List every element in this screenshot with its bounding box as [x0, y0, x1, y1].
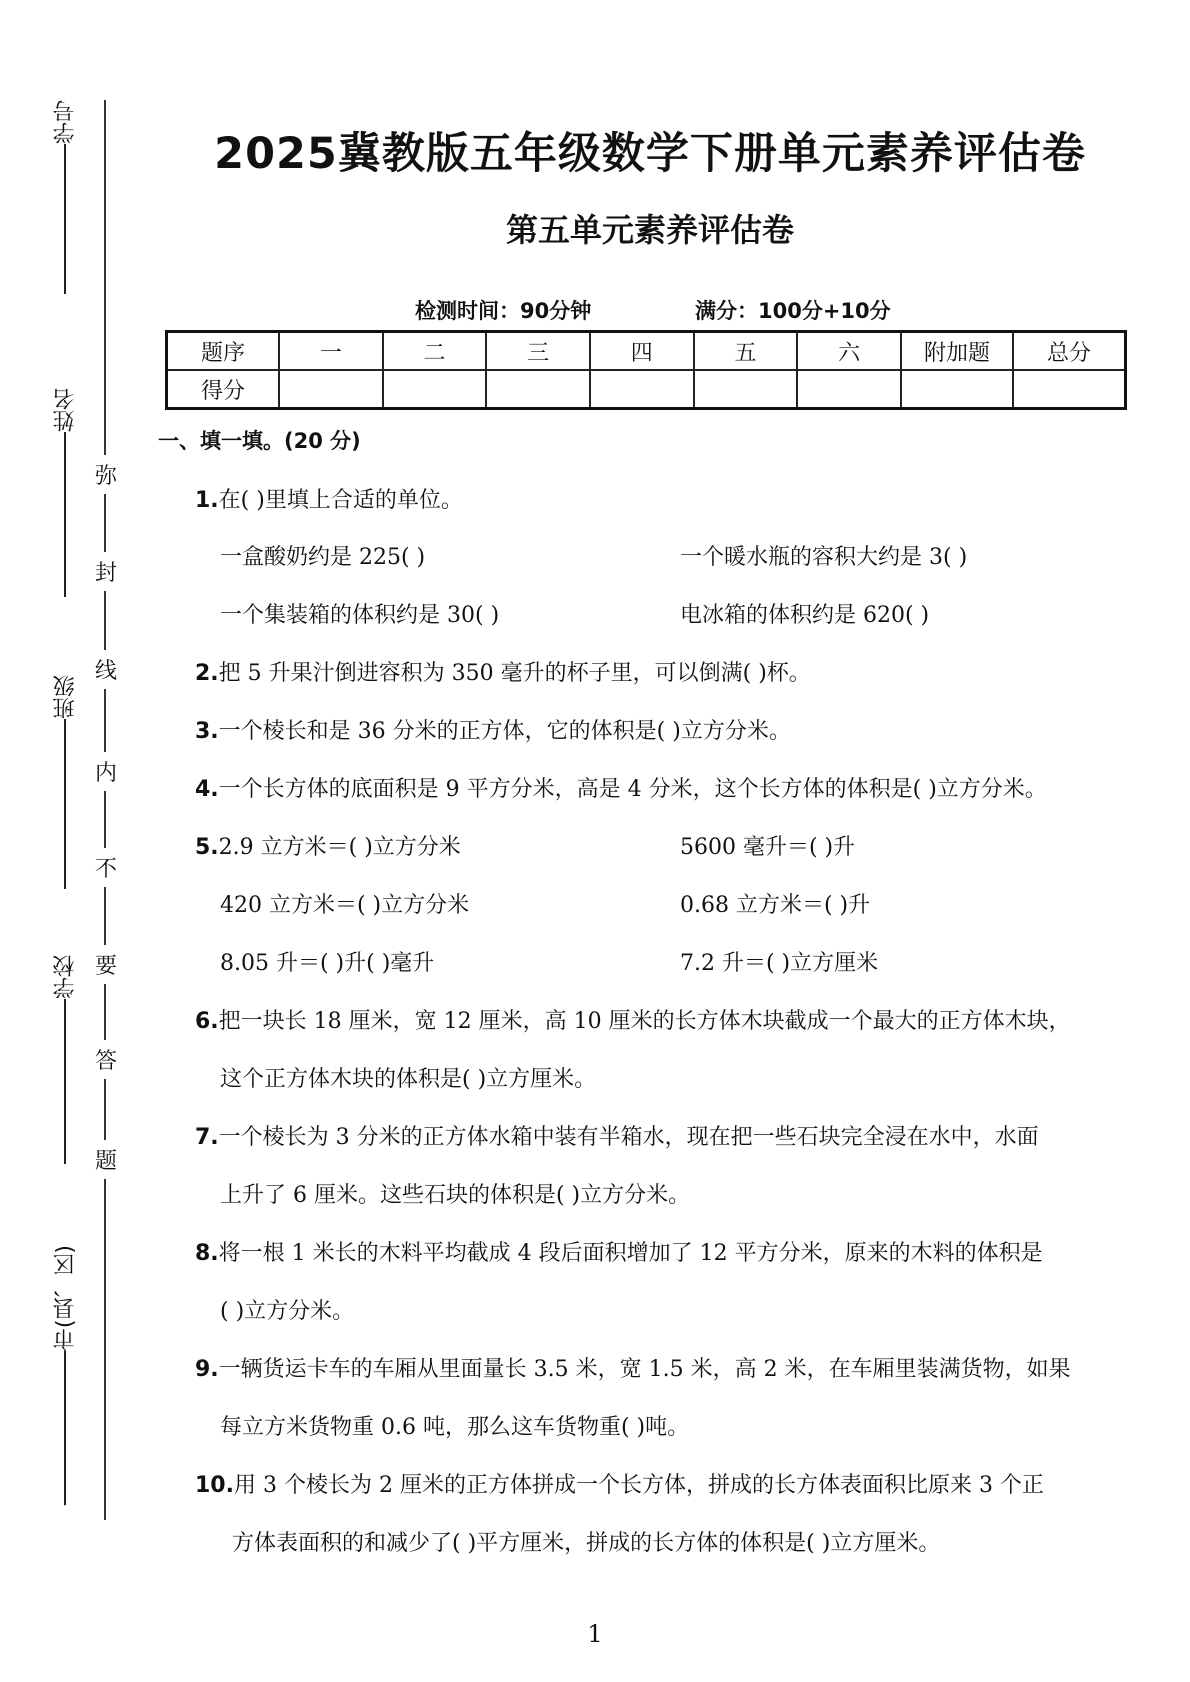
question-5-item: 7.2 升＝( )立方厘米	[680, 951, 879, 976]
question-1	[195, 483, 463, 514]
question-number: 5.	[195, 835, 219, 860]
question-6-continuation: 这个正方体木块的体积是( )立方厘米。	[220, 1067, 597, 1092]
question-number: 2.	[195, 661, 219, 686]
score-table-cell: 五	[694, 332, 798, 371]
score-cell[interactable]	[694, 370, 798, 409]
question-text: 一个棱长为 3 分米的正方体水箱中装有半箱水，现在把一些石块完全浸在水中，水面	[218, 1125, 1039, 1150]
question-text: 用 3 个棱长为 2 厘米的正方体拼成一个长方体，拼成的长方体表面积比原来 3 个正	[233, 1473, 1044, 1498]
question-1-item: 一个暖水瓶的容积大约是 3( )	[680, 545, 968, 570]
city-blank	[65, 1350, 67, 1505]
seal-char: 线	[94, 650, 118, 689]
score-cell[interactable]	[486, 370, 590, 409]
question-3	[195, 714, 791, 745]
seal-char: 题	[94, 1140, 118, 1179]
seal-char: 内	[94, 752, 118, 791]
question-number: 3.	[195, 719, 219, 744]
page-number: 1	[587, 1620, 603, 1648]
question-text: 一个棱长和是 36 分米的正方体，它的体积是( )立方分米。	[218, 719, 791, 744]
name-blank	[65, 432, 67, 597]
score-table-cell: 一	[279, 332, 383, 371]
question-7	[195, 1120, 1039, 1151]
question-5-item: 8.05 升＝( )升( )毫升	[220, 951, 435, 976]
student-id-field	[50, 100, 81, 294]
question-number: 9.	[195, 1357, 219, 1382]
question-number: 7.	[195, 1125, 219, 1150]
question-7-continuation: 上升了 6 厘米。这些石块的体积是( )立方分米。	[220, 1183, 691, 1208]
question-10-continuation: 方体表面积的和减少了( )平方厘米，拼成的长方体的体积是( )立方厘米。	[232, 1531, 941, 1556]
score-cell[interactable]	[279, 370, 383, 409]
score-table-cell: 四	[590, 332, 694, 371]
score-row-label: 得分	[167, 370, 280, 409]
school-blank	[65, 999, 67, 1164]
section-heading: 一、填一填。(20 分)	[158, 429, 361, 453]
question-8-continuation: ( )立方分米。	[220, 1299, 355, 1324]
student-id-blank	[65, 144, 67, 294]
question-number: 10.	[195, 1473, 234, 1498]
class-field	[50, 675, 81, 889]
full-score: 满分：100分+10分	[695, 299, 891, 323]
question-text: 把一块长 18 厘米，宽 12 厘米，高 10 厘米的长方体木块截成一个最大的正方体木块，	[218, 1009, 1071, 1034]
question-text: 一个长方体的底面积是 9 平方分米，高是 4 分米，这个长方体的体积是( )立方分米。	[218, 777, 1047, 802]
question-2	[195, 656, 811, 687]
city-label: 市(县、区)	[53, 1245, 78, 1351]
question-4	[195, 772, 1047, 803]
score-table-score-row	[167, 370, 1126, 409]
score-cell[interactable]	[590, 370, 694, 409]
question-text: 在( )里填上合适的单位。	[218, 488, 463, 513]
seal-line	[104, 100, 106, 1520]
question-text: 将一根 1 米长的木料平均截成 4 段后面积增加了 12 平方分米，原来的木料的体积是	[218, 1241, 1043, 1266]
question-10	[195, 1468, 1044, 1499]
score-table-cell: 题序	[167, 332, 280, 371]
exam-time: 检测时间：90分钟	[415, 299, 592, 323]
question-8	[195, 1236, 1043, 1267]
score-cell[interactable]	[901, 370, 1013, 409]
score-table	[165, 330, 1127, 410]
score-table-cell: 二	[383, 332, 487, 371]
score-cell[interactable]	[797, 370, 901, 409]
question-text: 把 5 升果汁倒进容积为 350 毫升的杯子里，可以倒满( )杯。	[218, 661, 811, 686]
class-blank	[65, 719, 67, 889]
seal-char: 答	[94, 1040, 118, 1079]
name-field	[50, 388, 81, 597]
seal-char: 弥	[94, 455, 118, 494]
school-label: 学校	[53, 955, 78, 999]
score-table-cell: 六	[797, 332, 901, 371]
question-9	[195, 1352, 1071, 1383]
city-field	[50, 1245, 81, 1505]
question-5	[195, 830, 461, 861]
question-number: 6.	[195, 1009, 219, 1034]
question-5-item: 5600 毫升＝( )升	[680, 835, 856, 860]
page-title: 2025冀教版五年级数学下册单元素养评估卷	[214, 129, 1086, 179]
question-5-item: 420 立方米＝( )立方分米	[220, 893, 470, 918]
question-number: 8.	[195, 1241, 219, 1266]
school-field	[50, 955, 81, 1164]
seal-char: 封	[94, 552, 118, 591]
page-subtitle: 第五单元素养评估卷	[505, 211, 794, 249]
question-9-continuation: 每立方米货物重 0.6 吨，那么这车货物重( )吨。	[220, 1415, 690, 1440]
seal-char: 不	[94, 848, 118, 887]
question-number: 1.	[195, 488, 219, 513]
question-6	[195, 1004, 1071, 1035]
student-id-label: 学号	[53, 100, 78, 144]
question-1-item: 一个集装箱的体积约是 30( )	[220, 603, 500, 628]
name-label: 姓名	[53, 388, 78, 432]
question-text: 2.9 立方米＝( )立方分米	[218, 835, 461, 860]
score-table-cell: 总分	[1013, 332, 1126, 371]
score-cell[interactable]	[1013, 370, 1126, 409]
score-table-cell: 附加题	[901, 332, 1013, 371]
question-1-item: 一盒酸奶约是 225( )	[220, 545, 426, 570]
score-table-cell: 三	[486, 332, 590, 371]
question-5-item: 0.68 立方米＝( )升	[680, 893, 871, 918]
score-table-header-row	[167, 332, 1126, 371]
question-text: 一辆货运卡车的车厢从里面量长 3.5 米，宽 1.5 米，高 2 米，在车厢里装满货物，如果	[218, 1357, 1071, 1382]
seal-char: 要	[94, 945, 118, 984]
class-label: 班级	[53, 675, 78, 719]
question-1-item: 电冰箱的体积约是 620( )	[680, 603, 930, 628]
score-cell[interactable]	[383, 370, 487, 409]
question-number: 4.	[195, 777, 219, 802]
